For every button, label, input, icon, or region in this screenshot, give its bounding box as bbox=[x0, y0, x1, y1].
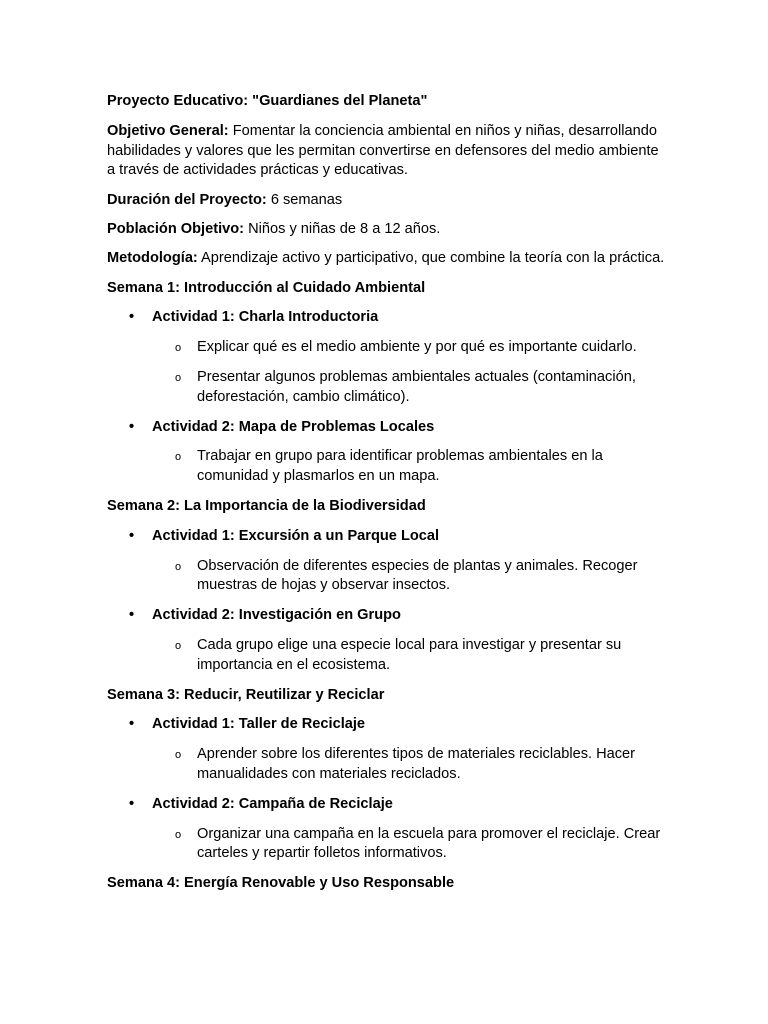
bullet-dot-icon: • bbox=[129, 418, 135, 435]
activity-detail-text: Presentar algunos problemas ambientales actuales (contaminación, deforestación, cambio climático). bbox=[197, 368, 636, 405]
objetivo-label: Objetivo General: bbox=[107, 122, 229, 139]
week-heading: Semana 1: Introducción al Cuidado Ambiental bbox=[107, 279, 426, 296]
duracion-text: 6 semanas bbox=[266, 191, 343, 208]
activity-detail-item bbox=[152, 368, 667, 408]
activity-detail-text: Trabajar en grupo para identificar problemas ambientales en la comunidad y plasmarlos en un mapa. bbox=[197, 448, 603, 485]
activity-detail-text: Cada grupo elige una especie local para investigar y presentar su importancia en el ecosistema. bbox=[197, 636, 622, 673]
bullet-circle-icon: o bbox=[175, 560, 182, 573]
duracion-label: Duración del Proyecto: bbox=[107, 191, 267, 208]
activity-list bbox=[107, 527, 667, 676]
bullet-circle-icon: o bbox=[175, 749, 182, 762]
activity-detail-item bbox=[152, 636, 667, 676]
bullet-dot-icon: • bbox=[129, 309, 135, 326]
objetivo-paragraph bbox=[107, 122, 667, 181]
metodologia-paragraph bbox=[107, 249, 667, 269]
bullet-dot-icon: • bbox=[129, 527, 135, 544]
activity-title: Actividad 2: Investigación en Grupo bbox=[152, 607, 401, 624]
activity-list bbox=[107, 715, 667, 864]
activity-detail-text: Explicar qué es el medio ambiente y por qué es importante cuidarlo. bbox=[197, 339, 637, 356]
duracion-paragraph bbox=[107, 191, 667, 211]
poblacion-text: Niños y niñas de 8 a 12 años. bbox=[244, 220, 441, 237]
activity-detail-list bbox=[152, 447, 667, 487]
metodologia-text: Aprendizaje activo y participativo, que combine la teoría con la práctica. bbox=[197, 250, 665, 267]
activity-title: Actividad 1: Excursión a un Parque Local bbox=[152, 527, 440, 544]
activity-item bbox=[107, 527, 667, 596]
bullet-dot-icon: • bbox=[129, 607, 135, 624]
activity-detail-list bbox=[152, 636, 667, 676]
week-heading: Semana 4: Energía Renovable y Uso Responsable bbox=[107, 875, 455, 892]
activity-detail-text: Organizar una campaña en la escuela para promover el reciclaje. Crear carteles y repartir folletos informativos. bbox=[197, 825, 661, 862]
activity-title: Actividad 2: Mapa de Problemas Locales bbox=[152, 418, 435, 435]
activity-detail-item bbox=[152, 825, 667, 865]
activity-item bbox=[107, 795, 667, 864]
activity-detail-item bbox=[152, 557, 667, 597]
activity-detail-list bbox=[152, 338, 667, 407]
activity-title: Actividad 1: Charla Introductoria bbox=[152, 309, 379, 326]
objetivo-text: Fomentar la conciencia ambiental en niños y niñas, desarrollando habilidades y valores que les permitan convertirse en defensores del medio ambiente a través de actividades prácticas y educativas. bbox=[107, 122, 659, 179]
activity-item bbox=[107, 715, 667, 784]
bullet-dot-icon: • bbox=[129, 795, 135, 812]
activity-item bbox=[107, 606, 667, 675]
bullet-dot-icon: • bbox=[129, 716, 135, 733]
activity-title: Actividad 1: Taller de Reciclaje bbox=[152, 716, 366, 733]
weeks-section bbox=[107, 279, 667, 894]
week-heading: Semana 3: Reducir, Reutilizar y Reciclar bbox=[107, 686, 385, 703]
activity-detail-list bbox=[152, 557, 667, 597]
activity-detail-item bbox=[152, 745, 667, 785]
activity-detail-item bbox=[152, 338, 667, 358]
activity-list bbox=[107, 308, 667, 487]
activity-title: Actividad 2: Campaña de Reciclaje bbox=[152, 795, 393, 812]
activity-detail-item bbox=[152, 447, 667, 487]
bullet-circle-icon: o bbox=[175, 639, 182, 652]
poblacion-paragraph bbox=[107, 220, 667, 240]
activity-detail-text: Aprender sobre los diferentes tipos de materiales reciclables. Hacer manualidades con materiales reciclados. bbox=[197, 746, 636, 782]
bullet-circle-icon: o bbox=[175, 371, 182, 384]
activity-detail-list bbox=[152, 745, 667, 785]
metodologia-label: Metodología: bbox=[107, 250, 198, 267]
week-heading: Semana 2: La Importancia de la Biodiversidad bbox=[107, 497, 426, 514]
poblacion-label: Población Objetivo: bbox=[107, 220, 245, 237]
activity-item bbox=[107, 308, 667, 407]
activity-detail-text: Observación de diferentes especies de plantas y animales. Recoger muestras de hojas y observar insectos. bbox=[197, 557, 638, 594]
document-title: Proyecto Educativo: "Guardianes del Planeta" bbox=[107, 93, 428, 109]
document-page bbox=[107, 92, 667, 904]
activity-detail-list bbox=[152, 825, 667, 865]
bullet-circle-icon: o bbox=[175, 451, 182, 464]
activity-item bbox=[107, 418, 667, 487]
bullet-circle-icon: o bbox=[175, 828, 182, 841]
bullet-circle-icon: o bbox=[175, 342, 182, 355]
